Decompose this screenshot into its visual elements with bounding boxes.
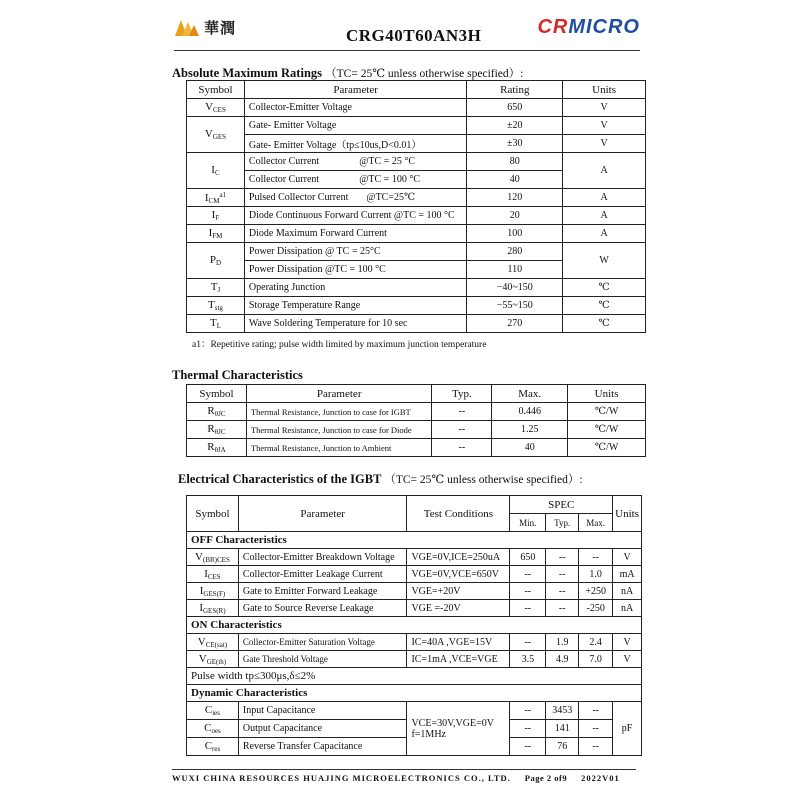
- table-row: $T_L$ Wave Soldering Temperature for 10 sec 270 ℃: [187, 315, 646, 333]
- table-row: $T_{stg}$ Storage Temperature Range −55~150 ℃: [187, 297, 646, 315]
- elec-title: Electrical Characteristics of the IGBT （TC= 25℃ unless otherwise specified）:: [178, 472, 583, 486]
- table-row: $V_{GES}$ Gate- Emitter Voltage ±20 V: [187, 117, 646, 135]
- footnote-a1: a1：Repetitive rating; pulse width limited by maximum junction temperature: [192, 340, 487, 350]
- table-row: Collector Current @TC = 100 °C 40: [187, 171, 646, 189]
- table-row: $V_{CES}$ Collector-Emitter Voltage 650 V: [187, 99, 646, 117]
- table-row: $T_J$ Operating Junction −40~150 ℃: [187, 279, 646, 297]
- table-header-row: Symbol Parameter Test Conditions SPEC Units: [187, 496, 642, 514]
- dynamic-characteristics-row: Dynamic Characteristics: [187, 685, 642, 702]
- elec-table: Symbol Parameter Test Conditions SPEC Units Min. Typ. Max. OFF Characteristics $V_{(BR)CES}$ Collector-Emitter Breakdown Voltage VGE=0V,ICE=250uA 650 -- -- V $I_{CES}$ Collector-Emitter Leakage Current VGE=0V,VCE=650V -- -- 1.0 mA $I_{GES(F)}$ Gate to Emitter Forward Leakage VGE=+20V -- -- +250 nA $I_{GES(R)}$ Gate to Source Reverse Leakage VGE =-20V -- -- -250 nA ON Characteristics $V_{CE(sat)}$ Collector-Emitter Saturation Voltage IC=40A ,VGE=15V -- 1.9 2.4 V $V_{GE(th)}$ Gate Threshold Voltage IC=1mA ,VCE=VGE 3.5 4.9 7.0 V Pulse width tp≤300μs,δ≤2% Dynamic Characteristics $C_{ies}$ Input Capacitance VCE=30V,VGE=0V f=1MHz -- 3453 -- pF $C_{oes}$ Output Capacitance -- 141 -- $C_{res}$ Reverse Transfer Capacitance -- 76 --: [186, 495, 642, 756]
- table-row: $C_{res}$ Reverse Transfer Capacitance -- 76 --: [187, 738, 642, 756]
- pulse-note-row: Pulse width tp≤300μs,δ≤2%: [187, 668, 642, 685]
- table-row: Gate- Emitter Voltage（tp≤10us,D<0.01） ±30 V: [187, 135, 646, 153]
- crmicro-logo: CRMICRO: [537, 16, 640, 38]
- huarun-logo: [174, 16, 236, 38]
- table-row: $V_{(BR)CES}$ Collector-Emitter Breakdown Voltage VGE=0V,ICE=250uA 650 -- -- V: [187, 549, 642, 566]
- page-number: Page 2 of9: [524, 773, 568, 783]
- table-row: Power Dissipation @TC = 100 °C 110: [187, 261, 646, 279]
- table-row: $I_{CES}$ Collector-Emitter Leakage Current VGE=0V,VCE=650V -- -- 1.0 mA: [187, 566, 642, 583]
- table-header-row: Symbol Parameter Typ. Max. Units: [187, 385, 646, 403]
- abs-max-title: Absolute Maximum Ratings （TC= 25℃ unless otherwise specified）:: [172, 66, 524, 80]
- table-row: $R_{\theta JA}$ Thermal Resistance, Junction to Ambient -- 40 ℃/W: [187, 439, 646, 457]
- table-row: $I_C$ Collector Current @TC = 25 °C 80 A: [187, 153, 646, 171]
- table-row: $I_{GES(R)}$ Gate to Source Reverse Leakage VGE =-20V -- -- -250 nA: [187, 600, 642, 617]
- table-row: $I_{CM}^{a1}$ Pulsed Collector Current @TC=25℃ 120 A: [187, 189, 646, 207]
- table-row: $I_{GES(F)}$ Gate to Emitter Forward Leakage VGE=+20V -- -- +250 nA: [187, 583, 642, 600]
- page-header: [174, 14, 640, 51]
- thermal-table: [186, 384, 646, 457]
- abs-max-table: [186, 80, 646, 333]
- logo-text: 華潤: [204, 20, 237, 37]
- table-row: $I_{FM}$ Diode Maximum Forward Current 100 A: [187, 225, 646, 243]
- table-row: $C_{ies}$ Input Capacitance VCE=30V,VGE=0V f=1MHz -- 3453 -- pF: [187, 702, 642, 720]
- document-title: CRG40T60AN3H: [346, 26, 482, 45]
- table-row: $P_D$ Power Dissipation @ TC = 25°C 280 W: [187, 243, 646, 261]
- table-header-row: Symbol Parameter Rating Units: [187, 81, 646, 99]
- table-row: $C_{oes}$ Output Capacitance -- 141 --: [187, 720, 642, 738]
- on-characteristics-row: ON Characteristics: [187, 617, 642, 634]
- company-name: WUXI CHINA RESOURCES HUAJING MICROELECTRONICS CO., LTD.: [172, 773, 511, 783]
- thermal-title: Thermal Characteristics: [172, 368, 303, 382]
- off-characteristics-row: OFF Characteristics: [187, 532, 642, 549]
- table-row: $V_{GE(th)}$ Gate Threshold Voltage IC=1mA ,VCE=VGE 3.5 4.9 7.0 V: [187, 651, 642, 668]
- table-row: $R_{\theta JC}$ Thermal Resistance, Junction to case for Diode -- 1.25 ℃/W: [187, 421, 646, 439]
- version: 2022V01: [581, 773, 620, 783]
- page-footer: [172, 769, 636, 783]
- table-row: $V_{CE(sat)}$ Collector-Emitter Saturation Voltage IC=40A ,VGE=15V -- 1.9 2.4 V: [187, 634, 642, 651]
- huarun-logo-icon: [174, 16, 200, 38]
- table-row: $I_F$ Diode Continuous Forward Current @TC = 100 °C 20 A: [187, 207, 646, 225]
- table-row: $R_{\theta JC}$ Thermal Resistance, Junction to case for IGBT -- 0.446 ℃/W: [187, 403, 646, 421]
